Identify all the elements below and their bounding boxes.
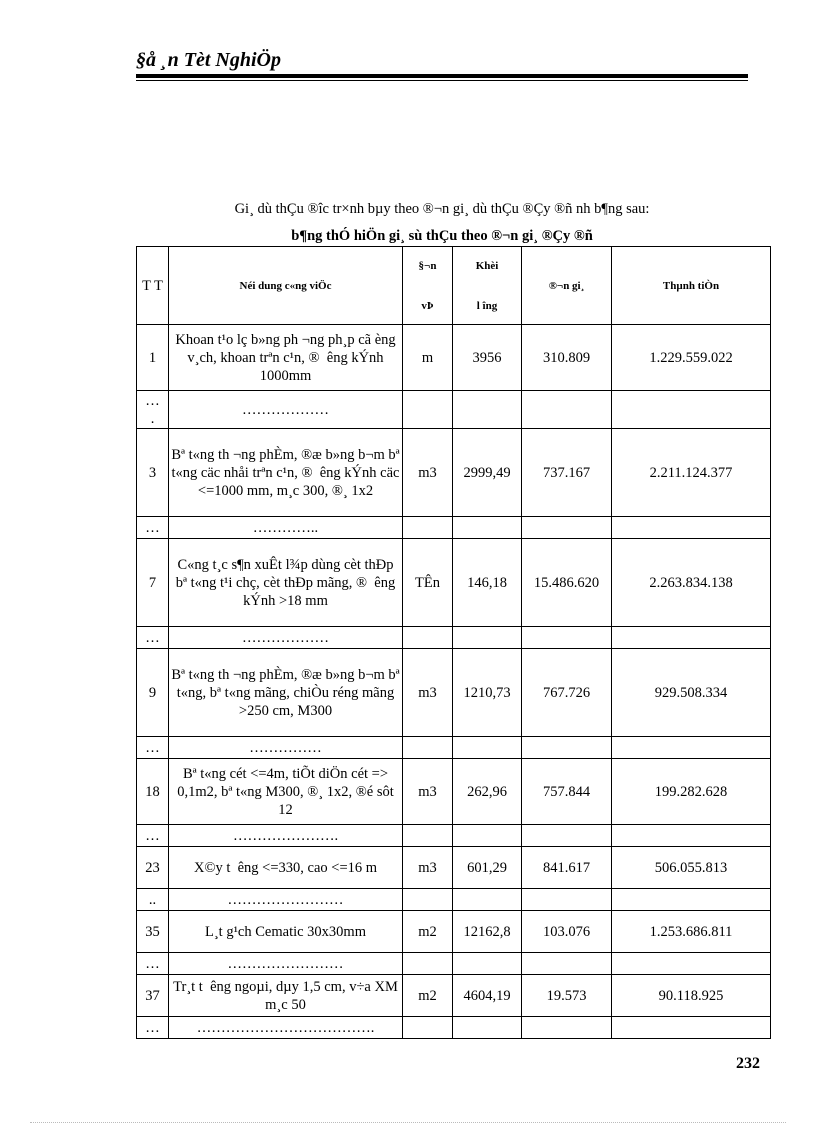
cell-description: C«ng t¸c s¶n xuÊt l¾p dùng cèt thÐp bª t«ng t¹i chç, cèt thÐp mãng, ® êng kÝnh >18 mm [169,539,403,627]
cell-unit [403,825,453,847]
cell-tt: … [137,953,169,975]
cell-qty: 3956 [453,325,522,391]
table-row [137,759,771,825]
table-row [137,1017,771,1039]
table-row [137,825,771,847]
cell-qty [453,391,522,429]
table-row [137,649,771,737]
cell-qty: 2999,49 [453,429,522,517]
table-row [137,975,771,1017]
cell-price [522,517,612,539]
cell-description: …………………… [169,953,403,975]
cell-total: 506.055.813 [612,847,771,889]
cell-tt: 18 [137,759,169,825]
header-price: ®¬n gi¸ [522,247,612,325]
table-row [137,889,771,911]
cell-price [522,889,612,911]
header-qty [453,247,522,325]
table-row [137,325,771,391]
cell-tt: .. [137,889,169,911]
header-qty-bottom: l îng [476,299,498,312]
table-row [137,517,771,539]
cell-total [612,627,771,649]
cell-tt: 3 [137,429,169,517]
cell-tt: 9 [137,649,169,737]
table-row [137,627,771,649]
table-title: b¶ng thÓ hiÖn gi¸ sù thÇu theo ®¬n gi¸ ®Çy ®ñ [291,228,593,244]
cell-qty: 12162,8 [453,911,522,953]
cell-unit: TÊn [403,539,453,627]
cost-table [136,246,771,1039]
cell-price [522,737,612,759]
cell-total [612,517,771,539]
cell-price: 19.573 [522,975,612,1017]
table-row [137,847,771,889]
cell-total: 1.229.559.022 [612,325,771,391]
table-body [137,325,771,1039]
cell-tt: 1 [137,325,169,391]
cell-unit [403,627,453,649]
header-unit [403,247,453,325]
header-tt: T T [137,247,169,325]
cell-qty: 262,96 [453,759,522,825]
header-unit-bottom: vÞ [421,299,434,312]
table-row [137,539,771,627]
cell-tt: … [137,627,169,649]
cell-qty: 146,18 [453,539,522,627]
cell-total [612,391,771,429]
cell-unit [403,889,453,911]
cell-unit [403,517,453,539]
cell-description: X©y t êng <=330, cao <=16 m [169,847,403,889]
cell-unit: m3 [403,847,453,889]
cell-price: 757.844 [522,759,612,825]
cell-price [522,391,612,429]
cell-description: Bª t«ng th ¬ng phÈm, ®æ b»ng b¬m bª t«ng, bª t«ng mãng, chiÒu réng mãng >250 cm, M300 [169,649,403,737]
cell-description: ……………… [169,391,403,429]
cell-unit [403,391,453,429]
cell-unit [403,953,453,975]
header-qty-top: Khèi [475,259,499,272]
cell-unit: m3 [403,759,453,825]
cell-total: 929.508.334 [612,649,771,737]
header-rule-thin [136,80,748,81]
table-row [137,429,771,517]
cell-unit [403,1017,453,1039]
cell-qty: 4604,19 [453,975,522,1017]
cell-price [522,825,612,847]
cell-description: Tr¸t t êng ngoµi, dµy 1,5 cm, v÷a XM m¸c 50 [169,975,403,1017]
cell-price: 767.726 [522,649,612,737]
cell-description: Bª t«ng th ¬ng phÈm, ®æ b»ng b¬m bª t«ng cäc nhåi trªn c¹n, ® êng kÝnh cäc <=1000 mm, m¸c 300, ®¸ 1x2 [169,429,403,517]
cell-tt: … [137,1017,169,1039]
cell-unit: m3 [403,649,453,737]
table-header-row [137,247,771,325]
header-unit-top: §¬n [418,259,437,272]
cell-qty [453,627,522,649]
cell-description: ……………… [169,627,403,649]
cell-tt: … . [137,391,169,429]
cell-description: ………………………………. [169,1017,403,1039]
cell-total [612,825,771,847]
cell-total [612,737,771,759]
cell-total [612,889,771,911]
cell-unit: m2 [403,975,453,1017]
cell-description: ………….. [169,517,403,539]
table-row [137,737,771,759]
table-row [137,391,771,429]
cell-tt: … [137,517,169,539]
cell-qty [453,1017,522,1039]
cell-tt: … [137,825,169,847]
cell-tt: 23 [137,847,169,889]
cell-unit [403,737,453,759]
cell-total [612,953,771,975]
cell-description: Khoan t¹o lç b»ng ph ¬ng ph¸p cã èng v¸ch, khoan trªn c¹n, ® êng kÝnh 1000mm [169,325,403,391]
table-row [137,911,771,953]
cell-total: 2.211.124.377 [612,429,771,517]
cell-price: 15.486.620 [522,539,612,627]
cell-description: …………… [169,737,403,759]
cell-total [612,1017,771,1039]
cell-tt: 7 [137,539,169,627]
cell-price: 841.617 [522,847,612,889]
cell-tt: … [137,737,169,759]
cell-qty [453,737,522,759]
cell-description: …………………. [169,825,403,847]
cell-price: 103.076 [522,911,612,953]
cell-price: 310.809 [522,325,612,391]
cell-tt: 37 [137,975,169,1017]
cell-price [522,627,612,649]
page-number: 232 [736,1055,760,1072]
cell-qty [453,825,522,847]
cell-description: Bª t«ng cét <=4m, tiÕt diÖn cét => 0,1m2, bª t«ng M300, ®¸ 1x2, ®é sôt 12 [169,759,403,825]
cell-unit: m [403,325,453,391]
page-header [136,48,748,72]
cell-qty: 601,29 [453,847,522,889]
header-total: Thµnh tiÒn [612,247,771,325]
cell-price [522,1017,612,1039]
cell-description: …………………… [169,889,403,911]
cell-total: 1.253.686.811 [612,911,771,953]
cell-tt: 35 [137,911,169,953]
cell-description: L¸t g¹ch Cematic 30x30mm [169,911,403,953]
cell-qty [453,953,522,975]
cell-unit: m2 [403,911,453,953]
cell-total: 199.282.628 [612,759,771,825]
header-description: Néi dung c«ng viÖc [169,247,403,325]
cell-price: 737.167 [522,429,612,517]
cell-qty [453,517,522,539]
cell-qty: 1210,73 [453,649,522,737]
table-row [137,953,771,975]
header-title: §å ¸n Tèt NghiÖp [136,49,281,71]
cell-total: 2.263.834.138 [612,539,771,627]
header-rule-thick [136,74,748,78]
cell-price [522,953,612,975]
cell-unit: m3 [403,429,453,517]
cell-qty [453,889,522,911]
intro-text: Gi¸ dù thÇu ®îc tr×nh bµy theo ®¬n gi¸ dù thÇu ®Çy ®ñ nh b¶ng sau: [234,201,650,217]
cell-total: 90.118.925 [612,975,771,1017]
